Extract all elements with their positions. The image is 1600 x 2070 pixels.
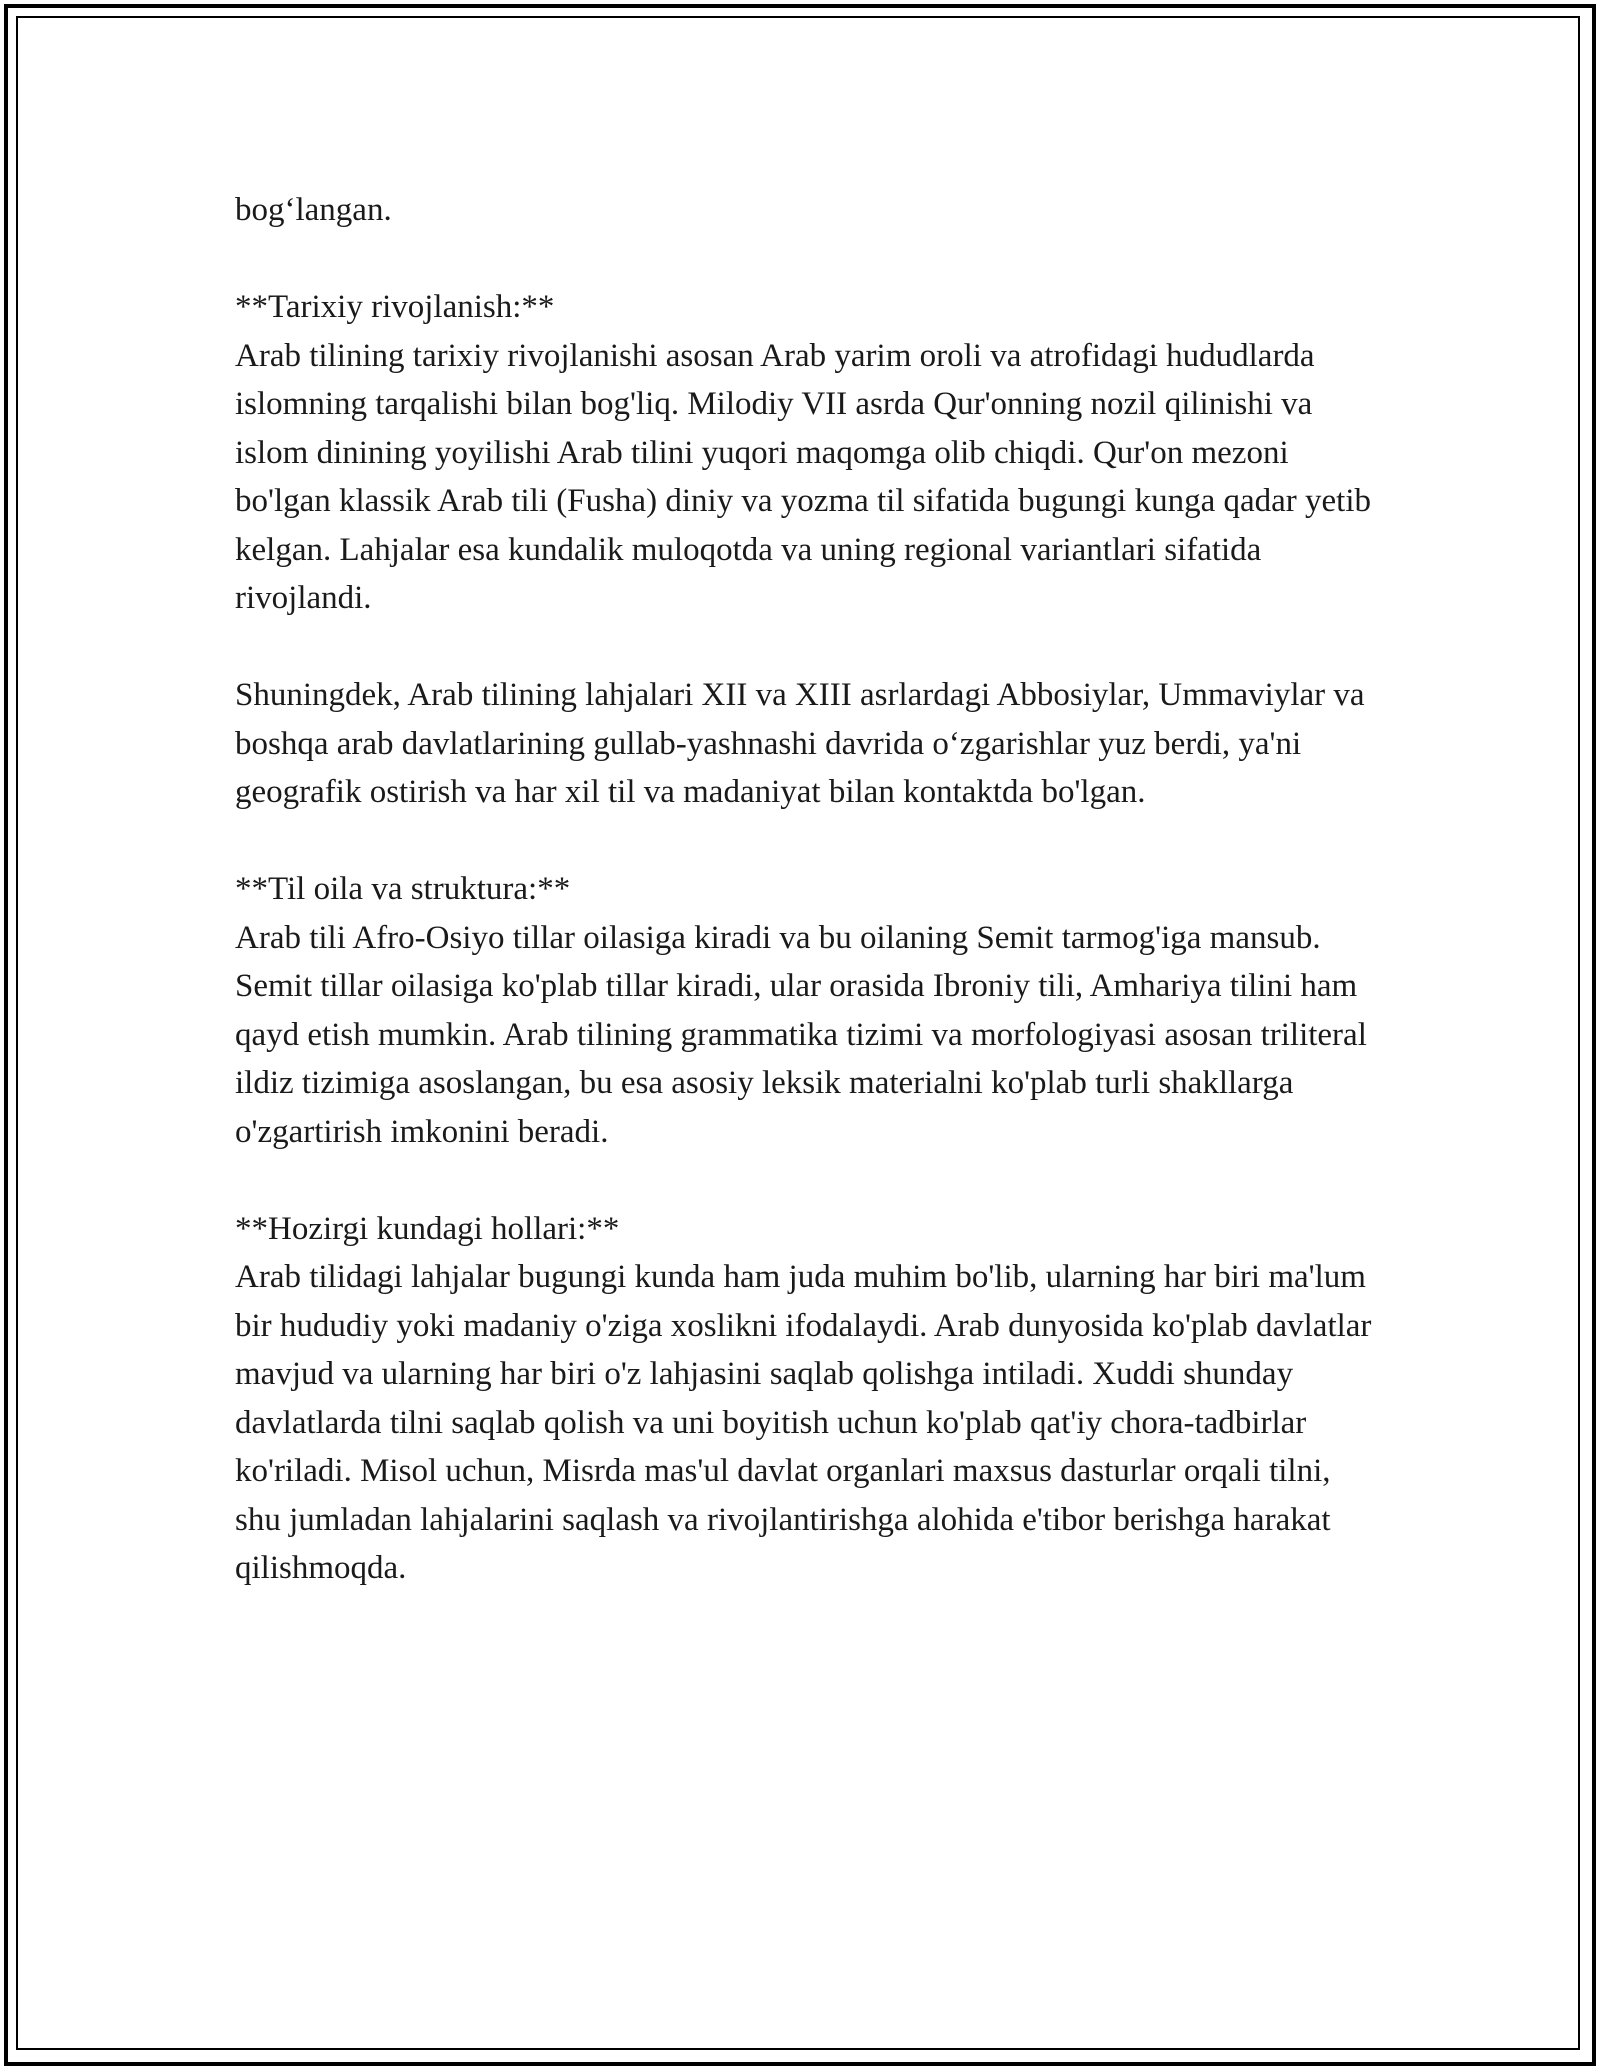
section-family — [235, 865, 1375, 1156]
section-current — [235, 1205, 1375, 1593]
paragraph-current-1: Arab tilidagi lahjalar bugungi kunda ham juda muhim bo'lib, ularning har biri ma'lum bir hududiy yoki madaniy o'ziga xoslikni ifodalaydi. Arab dunyosida ko'plab davlatlar mavjud va ularning har biri o'z lahjasini saqlab qolishga intiladi. Xuddi shunday davlatlarda tilni saqlab qolish va uni boyitish uchun ko'plab qat'iy chora-tadbirlar ko'riladi. Misol uchun, Misrda mas'ul davlat organlari maxsus dasturlar orqali tilni, shu jumladan lahjalarini saqlash va rivojlantirishga alohida e'tibor berishga harakat qilishmoqda. — [235, 1259, 1372, 1586]
section-heading-history: **Tarixiy rivojlanish:** — [235, 289, 555, 325]
paragraph-history-2: Shuningdek, Arab tilining lahjalari XII va XIII asrlardagi Abbosiylar, Ummaviylar va boshqa arab davlatlarining gullab-yashnashi davrida o‘zgarishlar yuz berdi, ya'ni geografik ostirish va har xil til va madaniyat bilan kontaktda bo'lgan. — [235, 677, 1365, 810]
paragraph-family-1: Arab tili Afro-Osiyo tillar oilasiga kiradi va bu oilaning Semit tarmog'iga mansub. Semit tillar oilasiga ko'plab tillar kiradi, ular orasida Ibroniy tili, Amhariya tilini ham qayd etish mumkin. Arab tilining grammatika tizimi va morfologiyasi asosan triliteral ildiz tizimiga asoslangan, bu esa asosiy leksik materialni ko'plab turli shakllarga o'zgartirish imkonini beradi. — [235, 919, 1367, 1150]
section-heading-family: **Til oila va struktura:** — [235, 871, 571, 907]
document-body — [235, 186, 1375, 1593]
section-heading-current: **Hozirgi kundagi hollari:** — [235, 1210, 620, 1247]
section-history — [235, 283, 1375, 623]
continuation-paragraph: bog‘langan. — [235, 192, 392, 228]
paragraph-history-1: Arab tilining tarixiy rivojlanishi asosan Arab yarim oroli va atrofidagi hududlarda islomning tarqalishi bilan bog'liq. Milodiy VII asrda Qur'onning nozil qilinishi va islom dinining yoyilishi Arab tilini yuqori maqomga olib chiqdi. Qur'on mezoni bo'lgan klassik Arab tili (Fusha) diniy va yozma til sifatida bugungi kunga qadar yetib kelgan. Lahjalar esa kundalik muloqotda va uning regional variantlari sifatida rivojlandi. — [235, 337, 1371, 616]
